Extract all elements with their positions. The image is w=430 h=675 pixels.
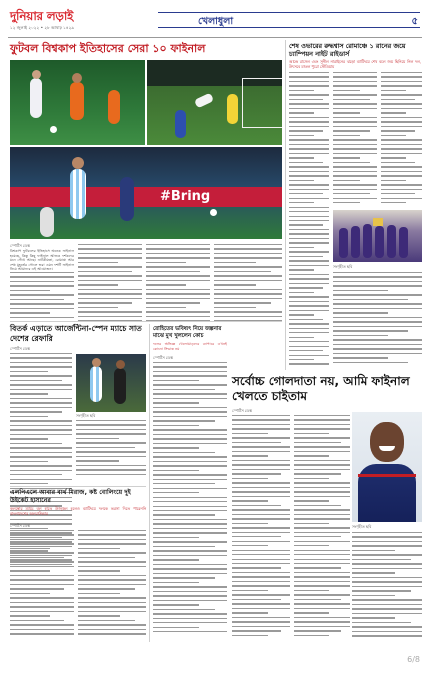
mbappe-photo: [352, 412, 422, 522]
newspaper-logo: দুনিয়ার লড়াই: [10, 9, 74, 23]
cricket-text-col-1: [289, 72, 329, 368]
main-text-col-1: [10, 272, 74, 318]
player-jersey: [358, 464, 416, 522]
masthead-divider: [8, 37, 422, 38]
section-bar: [158, 12, 420, 28]
mbappe-headline: সর্বোচ্চ গোলদাতা নয়, আমি ফাইনাল খেলতে চাইতাম: [232, 374, 410, 403]
bottom-left-divider: [10, 486, 146, 487]
section-divider-horizontal: [10, 321, 282, 322]
middle-text-col-1: [153, 362, 227, 642]
main-text-col-2: [78, 244, 142, 318]
middle-byline: স্পোর্টস ডেস্ক: [153, 355, 173, 360]
main-byline: স্পোর্টস ডেস্ক: [10, 243, 30, 248]
ad-banner-text: #Bring: [160, 189, 211, 204]
referee-headline: বিতর্ক এড়াতে আর্জেন্টিনা-স্পেন ম্যাচে সাত দেশের রেফারি: [10, 324, 142, 343]
page-number: ৫: [411, 16, 418, 27]
bottom-left-text-col-1: [10, 530, 74, 640]
column-divider-middle: [149, 324, 150, 642]
cricket-text-col-4: [333, 272, 422, 368]
masthead: [8, 6, 422, 36]
bottom-left-deck: কলম্বোর ম্যাচে বল হাতে উজ্জ্বল হলেও ব্যাটিংয়ে দলকে ভরসা দিতে পারেননি বাংলাদেশের অলরাউন্ডার: [10, 506, 146, 516]
middle-deck: দলের অভিজ্ঞ খেলোয়াড়দের ব্যাপারে এখনই কোনো সিদ্ধান্ত নয়: [153, 342, 227, 351]
page-indicator: 6/8: [407, 655, 420, 664]
cricket-headline: শেষ ওভারের রুদ্ধশ্বাস রোমাঞ্চে ১ রানের জয়ে চ্যাম্পিয়ন নাইট রাইডার্স: [289, 42, 406, 58]
cricket-photo-caption: সংগৃহীত ছবি: [333, 264, 353, 269]
bottom-left-text-col-2: [78, 530, 146, 640]
bottom-left-headline: এলপিএলে আবার ব্যর্থ মিরাজ, কষ্ট বোলিংয়ে দুই উইকেট হাসানের: [10, 489, 131, 504]
section-title: খেলাধুলা: [198, 16, 234, 27]
mbappe-text-col-2: [294, 415, 350, 642]
cricket-text-col-3: [381, 72, 422, 207]
cricket-text-col-2: [333, 72, 377, 207]
main-text-col-3: [146, 244, 210, 318]
referee-photo: [76, 354, 146, 412]
mbappe-text-col-3: [352, 532, 422, 642]
mbappe-text-col-1: [232, 415, 290, 642]
main-lead-paragraph: বিশ্বকাপ ফুটবলের ইতিহাসে অনেক ফাইনাল হয়েছে, কিন্তু কিছু ফাইনাল আজও দর্শকদের মনে গেঁথে আছে। নাটকীয়তা, রোমাঞ্চ আর শেষ মুহূর্তের গোলে ভরা এমন দশটি ফাইনাল নিয়ে আমাদের এই আয়োজন।: [10, 249, 74, 272]
main-text-col-4: [214, 244, 282, 318]
cricket-team-photo: [333, 210, 422, 262]
mbappe-photo-caption: সংগৃহীত ছবি: [352, 524, 372, 529]
referee-photo-caption: সংগৃহীত ছবি: [76, 413, 96, 418]
mbappe-byline: স্পোর্টস ডেস্ক: [232, 408, 252, 413]
main-headline: ফুটবল বিশ্বকাপ ইতিহাসের সেরা ১০ ফাইনাল: [10, 42, 206, 55]
player-smile: [379, 446, 395, 451]
column-divider-right: [285, 40, 286, 370]
middle-headline: রোহিতের ভবিষ্যৎ নিয়ে জল্পনার মাঝে মুখ খুললেন কোচ: [153, 326, 222, 339]
bottom-left-byline: স্পোর্টস ডেস্ক: [10, 523, 30, 528]
cricket-deck: আন্দ্রে রাসেল এবং সুনীল নারাইনের ঝড়ো ব্যাটিংয়ে শেষ বলে জয় ছিনিয়ে নিল দল, উৎসবে মাতল পুরো স্টেডিয়াম: [289, 59, 421, 69]
main-photo-top-right: [147, 60, 282, 145]
main-photo-top-left: [10, 60, 145, 145]
date-line: ১২ জুলাই ২০২২ • ২৮ আষাঢ় ১৪২৯: [10, 25, 75, 30]
player-head: [370, 422, 404, 462]
referee-byline: স্পোর্টস ডেস্ক: [10, 346, 30, 351]
referee-text-col-2: [76, 420, 146, 480]
main-photo-wide: [10, 147, 282, 239]
